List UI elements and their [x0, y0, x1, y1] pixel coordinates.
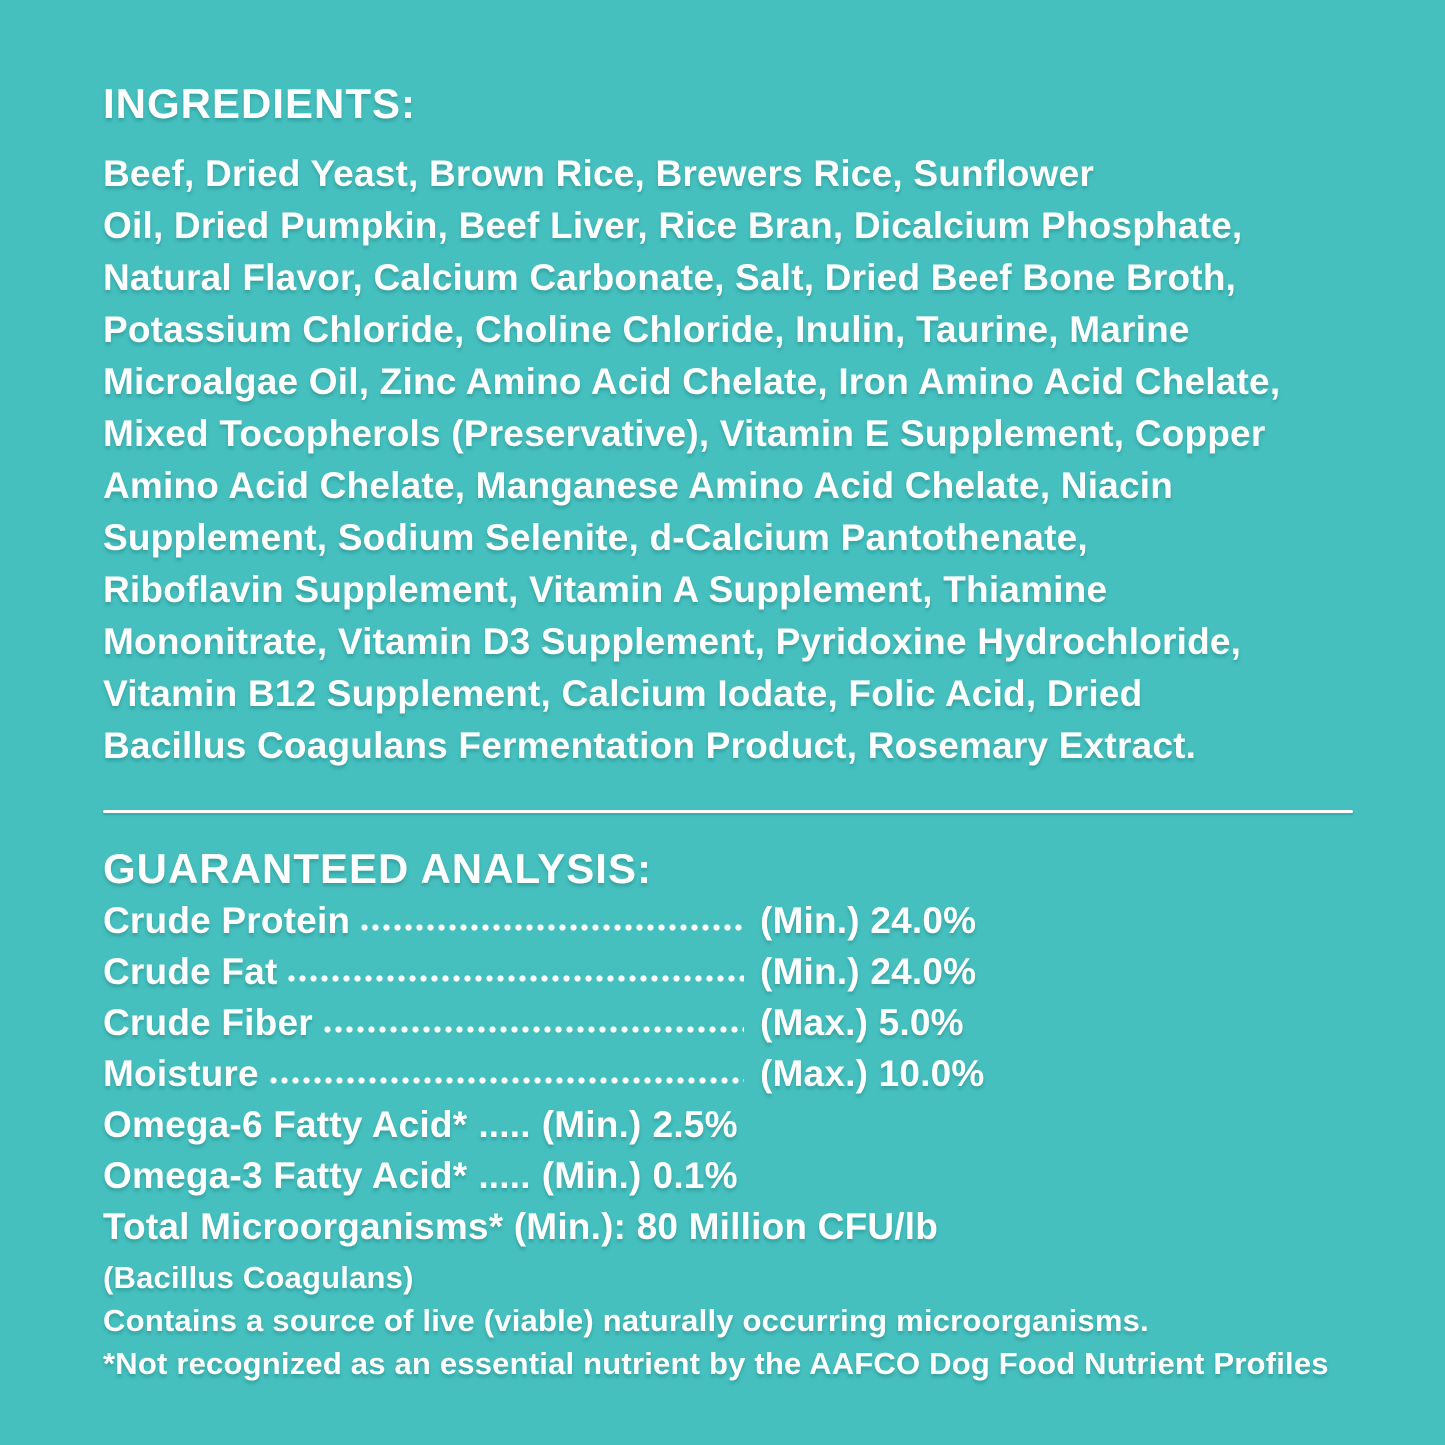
analysis-value: 0.1% — [652, 1155, 738, 1196]
strain-note: (Bacillus Coagulans) — [103, 1260, 414, 1295]
ingredient-line: Natural Flavor, Calcium Carbonate, Salt, Dried Beef Bone Broth, — [103, 257, 1237, 298]
dot-leader-text: ..... — [478, 1155, 531, 1196]
guaranteed-analysis-heading: GUARANTEED ANALYSIS: — [103, 845, 652, 892]
analysis-value: 24.0% — [870, 951, 977, 992]
aafco-footnote: *Not recognized as an essential nutrient by the AAFCO Dog Food Nutrient Profiles — [103, 1346, 1329, 1381]
analysis-row-crude-fiber — [103, 997, 995, 1048]
ingredient-line: Riboflavin Supplement, Vitamin A Supplement, Thiamine — [103, 569, 1108, 610]
analysis-value: 5.0% — [878, 1002, 964, 1043]
ingredient-line: Amino Acid Chelate, Manganese Amino Acid Chelate, Niacin — [103, 465, 1174, 506]
analysis-row-value — [760, 895, 995, 946]
analysis-row-value — [760, 997, 995, 1048]
label-content — [103, 80, 1365, 1385]
dot-leader — [287, 974, 744, 983]
analysis-row-label: Crude Fiber — [103, 1002, 313, 1043]
dot-leader-text: ..... — [478, 1104, 531, 1145]
analysis-qualifier: (Max.) — [760, 1053, 869, 1094]
analysis-row-crude-fat — [103, 946, 995, 997]
ingredient-line: Potassium Chloride, Choline Chloride, Inulin, Taurine, Marine — [103, 309, 1190, 350]
ingredients-heading: INGREDIENTS: — [103, 80, 417, 127]
analysis-row-label: Crude Protein — [103, 900, 351, 941]
analysis-value: 24.0% — [870, 900, 977, 941]
ingredient-line: Vitamin B12 Supplement, Calcium Iodate, Folic Acid, Dried — [103, 673, 1143, 714]
analysis-row-omega6 — [103, 1099, 1365, 1150]
analysis-footnotes — [103, 1256, 1353, 1385]
analysis-qualifier: (Min.) — [541, 1104, 642, 1145]
analysis-table — [103, 895, 1365, 1252]
ingredients-text — [103, 148, 1365, 772]
ingredient-line: Bacillus Coagulans Fermentation Product, Rosemary Extract. — [103, 725, 1197, 766]
analysis-qualifier: (Min.) — [760, 900, 860, 941]
analysis-row-label: Moisture — [103, 1053, 259, 1094]
analysis-qualifier: (Max.) — [760, 1002, 869, 1043]
analysis-row-omega3 — [103, 1150, 1365, 1201]
viability-note: Contains a source of live (viable) naturally occurring microorganisms. — [103, 1303, 1149, 1338]
analysis-row-total-microorganisms: Total Microorganisms* (Min.): 80 Million CFU/lb — [103, 1206, 939, 1247]
analysis-row-label: Omega-3 Fatty Acid* — [103, 1155, 468, 1196]
section-divider — [103, 810, 1353, 813]
dot-leader — [323, 1025, 744, 1034]
analysis-row-value — [760, 946, 995, 997]
ingredient-line: Mononitrate, Vitamin D3 Supplement, Pyridoxine Hydrochloride, — [103, 621, 1242, 662]
analysis-row-label: Omega-6 Fatty Acid* — [103, 1104, 468, 1145]
dot-leader — [269, 1076, 744, 1085]
dot-leader — [360, 923, 744, 932]
analysis-qualifier: (Min.) — [760, 951, 860, 992]
analysis-value: 10.0% — [878, 1053, 985, 1094]
ingredient-line: Beef, Dried Yeast, Brown Rice, Brewers Rice, Sunflower — [103, 153, 1094, 194]
analysis-row-value — [760, 1048, 995, 1099]
analysis-row-moisture — [103, 1048, 995, 1099]
analysis-row-label: Crude Fat — [103, 951, 278, 992]
analysis-qualifier: (Min.) — [541, 1155, 642, 1196]
ingredient-line: Supplement, Sodium Selenite, d-Calcium Pantothenate, — [103, 517, 1088, 558]
ingredient-line: Microalgae Oil, Zinc Amino Acid Chelate, Iron Amino Acid Chelate, — [103, 361, 1281, 402]
analysis-row-crude-protein — [103, 895, 995, 946]
ingredient-line: Oil, Dried Pumpkin, Beef Liver, Rice Bran, Dicalcium Phosphate, — [103, 205, 1243, 246]
ingredient-line: Mixed Tocopherols (Preservative), Vitamin E Supplement, Copper — [103, 413, 1266, 454]
analysis-value: 2.5% — [652, 1104, 738, 1145]
